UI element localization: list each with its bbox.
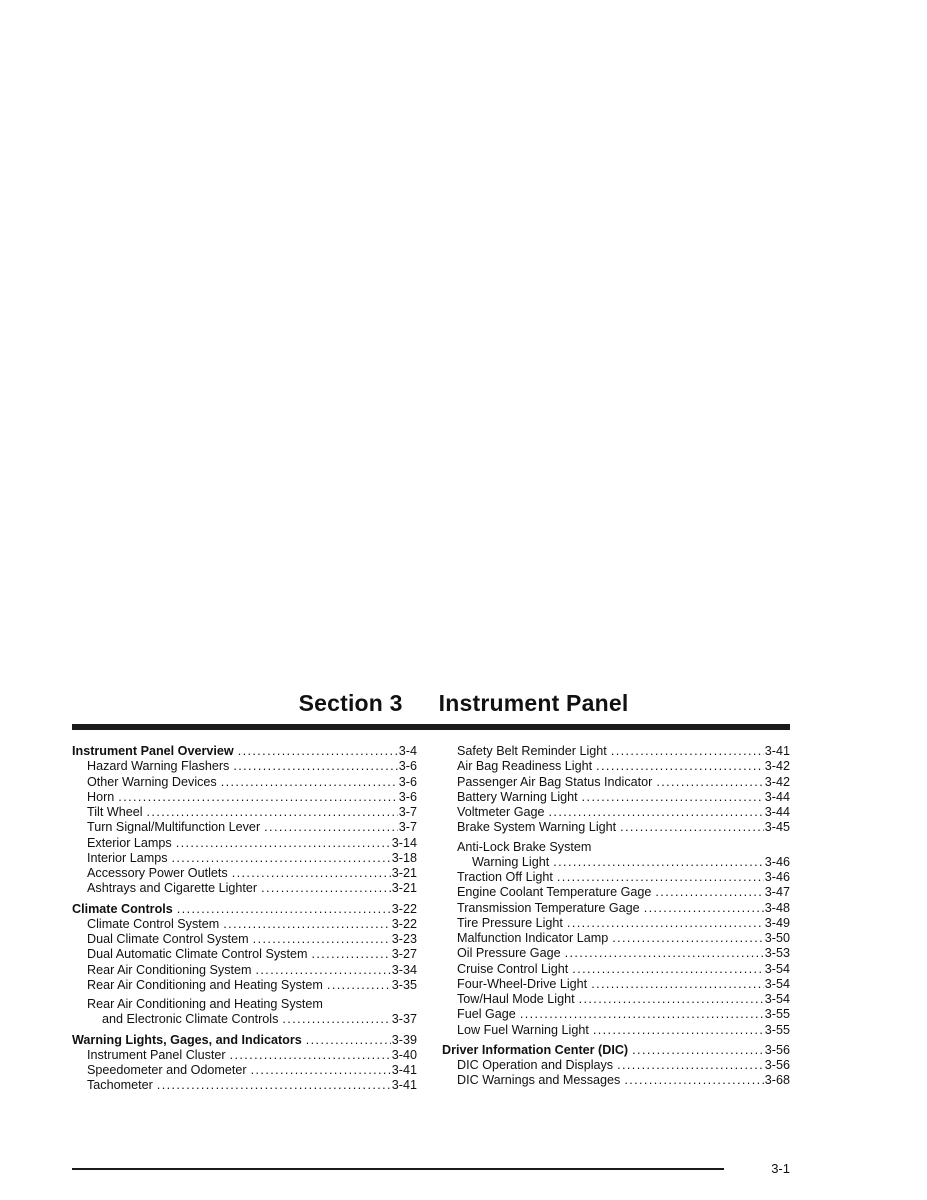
toc-entry-page: 3-46 xyxy=(764,854,790,869)
toc-entry-page: 3-14 xyxy=(391,835,417,850)
toc-entry-page: 3-42 xyxy=(764,759,790,774)
dot-leader xyxy=(253,932,391,947)
toc-entry-page: 3-55 xyxy=(764,1022,790,1037)
dot-leader xyxy=(256,963,391,978)
dot-leader xyxy=(595,836,789,851)
toc-entry-title: Exterior Lamps xyxy=(87,835,172,850)
toc-entry-title: Transmission Temperature Gage xyxy=(457,900,640,915)
toc-entry-page: 3-22 xyxy=(391,916,417,931)
toc-entry-page: 3-37 xyxy=(391,1012,417,1027)
toc-entry-page: 3-18 xyxy=(391,850,417,865)
toc-entry[interactable] xyxy=(72,963,417,978)
dot-leader xyxy=(557,870,764,885)
dot-leader xyxy=(306,1033,391,1048)
toc-entry-title: Rear Air Conditioning and Heating System xyxy=(87,977,323,992)
toc-entry[interactable] xyxy=(442,775,790,790)
toc-entry-title: DIC Warnings and Messages xyxy=(457,1073,621,1088)
toc-entry-page: 3-21 xyxy=(391,881,417,896)
toc-entry-page: 3-41 xyxy=(764,744,790,758)
toc-entry-page: 3-40 xyxy=(391,1047,417,1062)
dot-leader xyxy=(147,805,398,820)
toc-entry-title: Instrument Panel Cluster xyxy=(87,1047,226,1062)
title-rule xyxy=(72,724,790,730)
toc-entry[interactable] xyxy=(442,946,790,961)
dot-leader xyxy=(565,946,764,961)
toc-entry-title: Malfunction Indicator Lamp xyxy=(457,931,609,945)
dot-leader xyxy=(327,993,416,1008)
toc-entry-page: 3-34 xyxy=(391,962,417,977)
toc-entry-title: Warning Light xyxy=(472,854,550,869)
toc-entry-page: 3-21 xyxy=(391,866,417,880)
dot-leader xyxy=(520,1007,764,1022)
toc-entry-title: Tire Pressure Light xyxy=(457,915,563,930)
toc-entry[interactable] xyxy=(442,790,790,805)
dot-leader xyxy=(233,759,397,774)
dot-leader xyxy=(172,851,391,866)
toc-entry-title: Interior Lamps xyxy=(87,850,168,865)
toc-entry-page: 3-39 xyxy=(391,1032,417,1047)
dot-leader xyxy=(549,805,764,820)
section-heading xyxy=(0,690,927,717)
dot-leader xyxy=(553,855,764,870)
toc-entry-page: 3-42 xyxy=(764,774,790,789)
toc-entry-page: 3-48 xyxy=(764,900,790,915)
toc-entry[interactable] xyxy=(72,1048,417,1063)
toc-entry-page: 3-41 xyxy=(391,1063,417,1077)
toc-entry[interactable] xyxy=(442,836,790,855)
toc-entry-title: Tilt Wheel xyxy=(87,805,143,819)
toc-entry-title: Cruise Control Light xyxy=(457,961,569,976)
toc-entry[interactable] xyxy=(442,977,790,992)
dot-leader xyxy=(567,916,764,931)
toc-entry-title: Safety Belt Reminder Light xyxy=(457,744,607,758)
section-number: Section 3 xyxy=(298,690,403,716)
toc-entry-title: Climate Controls xyxy=(72,901,173,916)
toc-entry-title: and Electronic Climate Controls xyxy=(102,1012,279,1027)
toc-entry[interactable] xyxy=(72,917,417,932)
toc-entry-page: 3-44 xyxy=(764,789,790,804)
toc-entry[interactable] xyxy=(72,851,417,866)
toc-entry-page: 3-6 xyxy=(398,789,417,804)
page-number: 3-1 xyxy=(771,1161,790,1176)
toc-entry[interactable] xyxy=(72,820,417,835)
toc-entry[interactable] xyxy=(442,931,790,946)
dot-leader xyxy=(593,1023,764,1038)
toc-entry[interactable] xyxy=(442,1058,790,1073)
toc-entry-page: 3-41 xyxy=(391,1078,417,1093)
toc-entry[interactable] xyxy=(72,790,417,805)
dot-leader xyxy=(238,744,398,759)
dot-leader xyxy=(282,1012,390,1027)
dot-leader xyxy=(118,790,398,805)
dot-leader xyxy=(177,902,391,917)
dot-leader xyxy=(157,1078,391,1093)
toc-entry-title: Instrument Panel Overview xyxy=(72,744,234,758)
toc-entry-title: Oil Pressure Gage xyxy=(457,946,561,961)
dot-leader xyxy=(176,836,391,851)
toc-entry-title: Tow/Haul Mode Light xyxy=(457,992,575,1006)
dot-leader xyxy=(591,977,764,992)
toc-entry[interactable] xyxy=(442,901,790,916)
dot-leader xyxy=(582,790,764,805)
section-title: Instrument Panel xyxy=(438,690,629,716)
toc-entry-title: Dual Climate Control System xyxy=(87,932,249,946)
toc-entry-page: 3-44 xyxy=(764,805,790,819)
toc-entry-title: Brake System Warning Light xyxy=(457,820,617,835)
toc-right-column xyxy=(442,744,790,1089)
dot-leader xyxy=(656,775,763,790)
dot-leader xyxy=(232,866,391,881)
dot-leader xyxy=(620,820,764,835)
toc-entry-title: Tachometer xyxy=(87,1078,153,1093)
toc-entry-page: 3-56 xyxy=(764,1058,790,1072)
toc-entry[interactable] xyxy=(72,947,417,962)
toc-entry[interactable] xyxy=(72,775,417,790)
toc-entry-title: Other Warning Devices xyxy=(87,774,217,789)
toc-entry[interactable] xyxy=(72,881,417,896)
toc-entry-title: Driver Information Center (DIC) xyxy=(442,1042,629,1057)
toc-entry-title: Speedometer and Odometer xyxy=(87,1063,247,1077)
toc-entry-title: Battery Warning Light xyxy=(457,789,578,804)
toc-entry[interactable] xyxy=(72,993,417,1012)
toc-entry-title: Fuel Gage xyxy=(457,1007,516,1022)
toc-entry-title: Dual Automatic Climate Control System xyxy=(87,947,308,962)
toc-entry-title: Engine Coolant Temperature Gage xyxy=(457,885,652,900)
toc-entry[interactable] xyxy=(72,1012,417,1027)
toc-entry-page: 3-45 xyxy=(764,820,790,835)
toc-entry-page: 3-54 xyxy=(764,976,790,991)
dot-leader xyxy=(624,1073,763,1088)
toc-entry[interactable] xyxy=(72,805,417,820)
toc-entry-title: Four-Wheel-Drive Light xyxy=(457,976,588,991)
toc-entry-page: 3-4 xyxy=(398,744,417,758)
toc-entry-title: Low Fuel Warning Light xyxy=(457,1022,589,1037)
toc-entry[interactable] xyxy=(442,1023,790,1038)
toc-entry-title: Traction Off Light xyxy=(457,870,553,884)
dot-leader xyxy=(596,759,764,774)
toc-entry-page: 3-7 xyxy=(398,820,417,835)
toc-entry[interactable] xyxy=(442,1073,790,1088)
toc-entry-title: Air Bag Readiness Light xyxy=(457,759,593,774)
toc-heading-entry[interactable] xyxy=(72,1033,417,1048)
toc-entry-page: 3-56 xyxy=(764,1042,790,1057)
dot-leader xyxy=(611,744,764,759)
dot-leader xyxy=(617,1058,764,1073)
toc-entry[interactable] xyxy=(442,855,790,870)
dot-leader xyxy=(223,917,391,932)
toc-entry-title: Horn xyxy=(87,789,115,804)
toc-entry-page: 3-35 xyxy=(391,977,417,992)
toc-entry-page: 3-47 xyxy=(764,885,790,900)
toc-entry-page: 3-68 xyxy=(764,1073,790,1088)
toc-heading-entry[interactable] xyxy=(442,1043,790,1058)
dot-leader xyxy=(655,885,763,900)
toc-entry-page: 3-22 xyxy=(391,901,417,916)
dot-leader xyxy=(221,775,398,790)
toc-entry-page: 3-27 xyxy=(391,947,417,962)
toc-entry-title: Voltmeter Gage xyxy=(457,805,545,819)
toc-entry-title: Ashtrays and Cigarette Lighter xyxy=(87,881,258,896)
toc-entry[interactable] xyxy=(442,805,790,820)
toc-entry-page: 3-54 xyxy=(764,992,790,1006)
toc-entry-page: 3-49 xyxy=(764,915,790,930)
dot-leader xyxy=(230,1048,391,1063)
toc-entry[interactable] xyxy=(442,744,790,759)
dot-leader xyxy=(572,962,763,977)
dot-leader xyxy=(261,881,391,896)
toc-entry[interactable] xyxy=(442,870,790,885)
toc-entry[interactable] xyxy=(72,978,417,993)
toc-heading-entry[interactable] xyxy=(72,744,417,759)
toc-entry-page: 3-46 xyxy=(764,870,790,884)
toc-entry[interactable] xyxy=(72,836,417,851)
toc-entry[interactable] xyxy=(72,932,417,947)
toc-entry-title: Rear Air Conditioning and Heating System xyxy=(87,997,323,1011)
toc-entry[interactable] xyxy=(72,1063,417,1078)
toc-entry-title: Passenger Air Bag Status Indicator xyxy=(457,774,653,789)
toc-entry-page: 3-54 xyxy=(764,961,790,976)
toc-entry[interactable] xyxy=(442,1007,790,1022)
toc-entry[interactable] xyxy=(442,992,790,1007)
dot-leader xyxy=(632,1043,764,1058)
toc-entry[interactable] xyxy=(442,759,790,774)
dot-leader xyxy=(311,947,390,962)
toc-entry[interactable] xyxy=(72,866,417,881)
toc-entry-page: 3-6 xyxy=(398,759,417,774)
toc-heading-entry[interactable] xyxy=(72,902,417,917)
dot-leader xyxy=(327,978,391,993)
toc-entry-page: 3-6 xyxy=(398,774,417,789)
toc-left-column xyxy=(72,744,417,1094)
toc-entry[interactable] xyxy=(442,885,790,900)
toc-entry-title: Turn Signal/Multifunction Lever xyxy=(87,820,261,835)
dot-leader xyxy=(612,931,764,946)
toc-entry[interactable] xyxy=(442,916,790,931)
toc-entry-title: Climate Control System xyxy=(87,916,220,931)
toc-entry-page: 3-53 xyxy=(764,946,790,961)
dot-leader xyxy=(264,820,398,835)
toc-entry[interactable] xyxy=(72,1078,417,1093)
toc-entry[interactable] xyxy=(442,820,790,835)
toc-entry-page: 3-55 xyxy=(764,1007,790,1022)
toc-entry-title: Accessory Power Outlets xyxy=(87,866,228,880)
dot-leader xyxy=(579,992,764,1007)
toc-entry-page: 3-50 xyxy=(764,931,790,945)
footer-rule xyxy=(72,1168,724,1170)
dot-leader xyxy=(644,901,764,916)
toc-entry[interactable] xyxy=(72,759,417,774)
toc-entry-title: DIC Operation and Displays xyxy=(457,1058,614,1072)
toc-entry-title: Anti-Lock Brake System xyxy=(457,839,592,854)
toc-entry-title: Warning Lights, Gages, and Indicators xyxy=(72,1032,302,1047)
toc-entry-title: Hazard Warning Flashers xyxy=(87,759,230,774)
toc-entry[interactable] xyxy=(442,962,790,977)
dot-leader xyxy=(251,1063,391,1078)
toc-entry-title: Rear Air Conditioning System xyxy=(87,962,252,977)
toc-entry-page: 3-7 xyxy=(398,805,417,819)
toc-entry-page: 3-23 xyxy=(391,932,417,946)
